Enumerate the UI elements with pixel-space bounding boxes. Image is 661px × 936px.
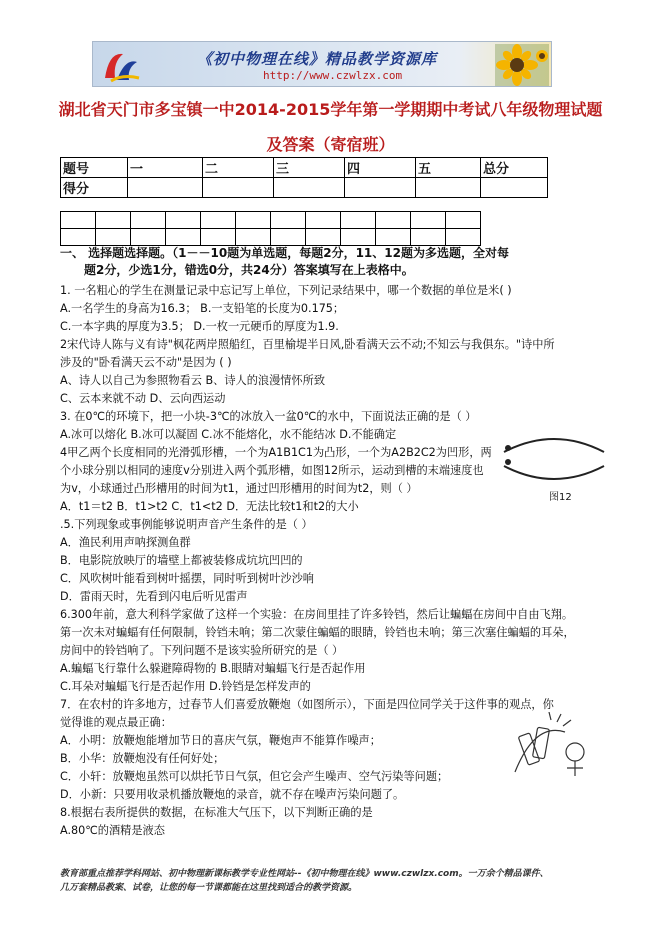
page-footer (60, 867, 620, 895)
score-table-score-row (61, 178, 548, 198)
option-text: A.蝙蝠飞行靠什么躲避障碍物的 B.眼睛对蝙蝠飞行是否起作用 (60, 662, 366, 675)
firecracker-illustration-icon (505, 712, 595, 782)
score-cell[interactable] (416, 178, 481, 198)
option-text: A.80℃的酒精是液态 (60, 824, 165, 837)
score-cell: 题号 (61, 158, 128, 178)
answer-cell[interactable] (201, 212, 236, 229)
answer-cell[interactable] (411, 212, 446, 229)
question-text: 房间中的铃铛响了。下列问题不是该实验所研究的是（ ） (60, 644, 344, 657)
header-banner (92, 41, 552, 87)
question-text: 1. 一名粗心的学生在测量记录中忘记写上单位，下列记录结果中，哪一个数据的单位是米( ) (60, 284, 512, 297)
document-title-line2: 及答案（寄宿班） (266, 135, 395, 154)
document-title-line1: 湖北省天门市多宝镇一中2014-2015学年第一学期期中考试八年级物理试题 (58, 100, 603, 119)
score-cell: 得分 (61, 178, 128, 198)
site-logo-icon (101, 48, 141, 84)
footer-line: 教育部重点推荐学科网站、初中物理新课标教学专业性网站--《初中物理在线》www.czwlzx.com。一万余个精品课件、 (60, 869, 549, 879)
option-text: A、诗人以自己为参照物看云 B、诗人的浪漫情怀所致 (60, 374, 326, 387)
question-text: 2宋代诗人陈与义有诗"枫花两岸照船红，百里榆堤半日风,卧看满天云不动;不知云与我俱东。"诗中所 (60, 338, 555, 351)
option-text: C、云本来就不动 D、云向西运动 (60, 392, 226, 405)
answer-cell[interactable] (131, 229, 166, 246)
question-text: 3. 在0℃的环境下，把一小块-3℃的冰放入一盆0℃的水中，下面说法正确的是（ ） (60, 410, 477, 423)
answer-cell[interactable] (131, 212, 166, 229)
option-text: A．小明：放鞭炮能增加节日的喜庆气氛，鞭炮声不能算作噪声； (60, 734, 381, 747)
answer-cell[interactable] (341, 212, 376, 229)
answer-cell[interactable] (166, 229, 201, 246)
score-cell: 四 (345, 158, 416, 178)
answer-cell[interactable] (166, 212, 201, 229)
answer-cell[interactable] (306, 212, 341, 229)
option-text: D．雷雨天时，先看到闪电后听见雷声 (60, 590, 248, 603)
score-cell: 五 (416, 158, 481, 178)
question-text: .5.下列现象或事例能够说明声音产生条件的是（ ） (60, 518, 313, 531)
score-table (60, 157, 548, 198)
score-table-header-row (61, 158, 548, 178)
answer-cell[interactable] (306, 229, 341, 246)
question-text: 涉及的"卧看满天云不动"是因为 ( ) (60, 356, 232, 369)
answer-cell[interactable] (236, 229, 271, 246)
score-cell[interactable] (345, 178, 416, 198)
score-cell: 一 (128, 158, 203, 178)
sunflower-icon (495, 44, 549, 86)
score-cell[interactable] (274, 178, 345, 198)
score-cell[interactable] (128, 178, 203, 198)
option-text: A．t1＝t2 B．t1>t2 C．t1<t2 D．无法比较t1和t2的大小 (60, 500, 359, 513)
score-cell[interactable] (203, 178, 274, 198)
option-text: B．小华：放鞭炮没有任何好处； (60, 752, 225, 765)
answer-cell[interactable] (61, 229, 96, 246)
section-heading: 一、 选择题选择题。（1－－10题为单选题，每题2分，11、12题为多选题，全对每 (60, 246, 509, 260)
answer-cell[interactable] (376, 212, 411, 229)
option-text: C.一本字典的厚度为3.5； D.一枚一元硬币的厚度为1.9. (60, 320, 339, 333)
answer-cell[interactable] (236, 212, 271, 229)
answer-table (60, 211, 481, 246)
answer-cell[interactable] (96, 212, 131, 229)
answer-cell[interactable] (446, 212, 481, 229)
answer-row (61, 212, 481, 229)
answer-cell[interactable] (96, 229, 131, 246)
question-text: 第一次未对蝙蝠有任何限制，铃铛未响；第二次蒙住蝙蝠的眼睛，铃铛也未响；第三次塞住蝙蝠的耳朵， (60, 626, 575, 639)
answer-cell[interactable] (341, 229, 376, 246)
score-cell: 二 (203, 158, 274, 178)
option-text: A.冰可以熔化 B.冰可以凝固 C.冰不能熔化，水不能结冰 D.不能确定 (60, 428, 397, 441)
footer-line: 几万套精品教案、试卷，让您的每一节课都能在这里找到适合的教学资源。 (60, 883, 358, 893)
score-cell: 三 (274, 158, 345, 178)
option-text: A.一名学生的身高为16.3； B.一支铅笔的长度为0.175； (60, 302, 345, 315)
question-text: 觉得谁的观点最正确： (60, 716, 172, 729)
answer-cell[interactable] (411, 229, 446, 246)
option-text: C．风吹树叶能看到树叶摇摆，同时听到树叶沙沙响 (60, 572, 314, 585)
answer-cell[interactable] (61, 212, 96, 229)
question-text: 4甲乙两个长度相同的光滑弧形槽，一个为A1B1C1为凸形，一个为A2B2C2为凹形，两 (60, 446, 492, 459)
banner-url[interactable]: http://www.czwlzx.com (263, 69, 403, 82)
question-text: 7．在农村的许多地方，过春节人们喜爱放鞭炮（如图所示），下面是四位同学关于这件事的观点，你 (60, 698, 554, 711)
question-text: 为v，小球通过凸形槽用的时间为t1，通过凹形槽用的时间为t2，则（ ） (60, 482, 418, 495)
answer-cell[interactable] (201, 229, 236, 246)
question-text: 个小球分别以相同的速度v分别进入两个弧形槽，如图12所示，运动到槽的末端速度也 (60, 464, 484, 477)
option-text: A．渔民利用声呐探测鱼群 (60, 536, 191, 549)
option-text: B．电影院放映厅的墙壁上都被装修成坑坑凹凹的 (60, 554, 303, 567)
answer-cell[interactable] (376, 229, 411, 246)
answer-cell[interactable] (271, 229, 306, 246)
banner-title: 《初中物理在线》精品教学资源库 (197, 50, 438, 68)
score-cell: 总分 (481, 158, 548, 178)
answer-row (61, 229, 481, 246)
score-cell[interactable] (481, 178, 548, 198)
section-heading: 题2分，少选1分，错选0分，共24分）答案填写在上表格中。 (84, 263, 414, 277)
option-text: C.耳朵对蝙蝠飞行是否起作用 D.铃铛是怎样发声的 (60, 680, 311, 693)
figure-caption: 图12 (549, 492, 572, 503)
answer-cell[interactable] (446, 229, 481, 246)
option-text: D．小新：只要用收录机播放鞭炮的录音，就不存在噪声污染问题了。 (60, 788, 405, 801)
question-text: 8.根据右表所提供的数据，在标准大气压下，以下判断正确的是 (60, 806, 373, 819)
option-text: C．小轩：放鞭炮虽然可以烘托节日气氛，但它会产生噪声、空气污染等问题； (60, 770, 449, 783)
arc-tracks-figure (500, 432, 610, 490)
question-text: 6.300年前，意大利科学家做了这样一个实验：在房间里挂了许多铃铛，然后让蝙蝠在房间中自由飞翔。 (60, 608, 574, 621)
answer-cell[interactable] (271, 212, 306, 229)
